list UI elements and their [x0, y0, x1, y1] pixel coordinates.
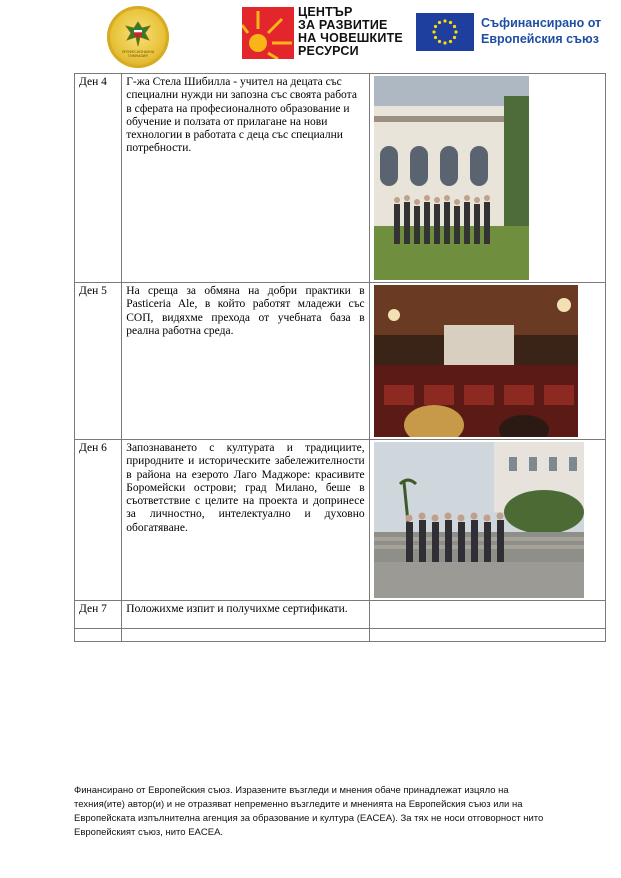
empty-cell [369, 629, 605, 642]
hrd-line-2: ЗА РАЗВИТИЕ [298, 18, 388, 32]
day-cell: Ден 5 [75, 283, 122, 440]
description-cell: Положихме изпит и получихме сертификати. [122, 601, 369, 629]
meeting-hall-photo-image [374, 285, 578, 437]
eu-star-icon [432, 30, 435, 33]
table-row-empty [75, 629, 606, 642]
eu-star-icon [434, 36, 437, 39]
hrd-center-name [298, 6, 403, 58]
eagle-emblem-icon [123, 20, 153, 48]
hrd-line-3: НА ЧОВЕШКИТЕ [298, 31, 403, 45]
eu-star-icon [438, 40, 441, 43]
day-cell: Ден 7 [75, 601, 122, 629]
eu-star-icon [453, 36, 456, 39]
description-cell: Г-жа Стела Шибилла - учител на децата със специални нужди ни запозна със своята работа в сферата на професионалното образование и обучение и ползата от прилагане на нови технологии в работата с деца със специални потребности. [122, 74, 369, 283]
hrd-line-1: ЦЕНТЪР [298, 5, 353, 19]
day-cell: Ден 4 [75, 74, 122, 283]
table-row [75, 283, 606, 440]
eu-cofunded-label [481, 15, 601, 47]
eu-line-1: Съфинансирано от [481, 16, 602, 30]
table-row [75, 440, 606, 601]
description-cell: На среща за обмяна на добри практики в Pasticeria Ale, в който работят младежи със СОП, видяхме прехода от учебната база в реална работна среда. [122, 283, 369, 440]
eu-star-icon [454, 30, 457, 33]
photo-cell [369, 601, 605, 629]
empty-cell [122, 629, 369, 642]
eu-star-icon [438, 21, 441, 24]
hrd-center-logo-icon [242, 7, 294, 59]
empty-cell [75, 629, 122, 642]
table-row [75, 601, 606, 629]
group-photo-square-image [374, 442, 584, 598]
eu-line-2: Европейския съюз [481, 32, 599, 46]
photo-cell [369, 440, 605, 601]
photo-cell [369, 74, 605, 283]
eu-star-icon [449, 40, 452, 43]
page-header [0, 0, 621, 72]
photo-cell [369, 283, 605, 440]
activity-table [74, 73, 606, 642]
seal-caption: ПРОФЕСИОНАЛНА ГИМНАЗИЯ [121, 50, 155, 58]
eu-disclaimer: Финансирано от Европейския съюз. Изразените възгледи и мнения обаче принадлежат изцяло на техния(ите) автор(и) и не отразяват непременно възгледите и мненията на Европейския съюз или на Европейската изпълнителна агенция за образование и култура (EACEA). За тях не носи отговорност нито Европейският съюз, нито EACEA. [74, 785, 544, 838]
eu-star-icon [443, 19, 446, 22]
group-photo-villa-image [374, 76, 529, 280]
table-row [75, 74, 606, 283]
eu-star-icon [453, 25, 456, 28]
eu-star-icon [434, 25, 437, 28]
eu-star-icon [443, 41, 446, 44]
description-cell: Запознаването с културата и традициите, природните и историческите забележителности в района на езерото Лаго Маджоре: красивите Боромейски острови; град Милано, беше в съответствие с целите на проекта и допринесе за личностно, интелектуално и духовно обогатяване. [122, 440, 369, 601]
eu-flag-icon [416, 13, 474, 51]
hrd-line-4: РЕСУРСИ [298, 44, 359, 58]
day-cell: Ден 6 [75, 440, 122, 601]
eu-star-icon [449, 21, 452, 24]
school-seal-logo [107, 6, 169, 68]
